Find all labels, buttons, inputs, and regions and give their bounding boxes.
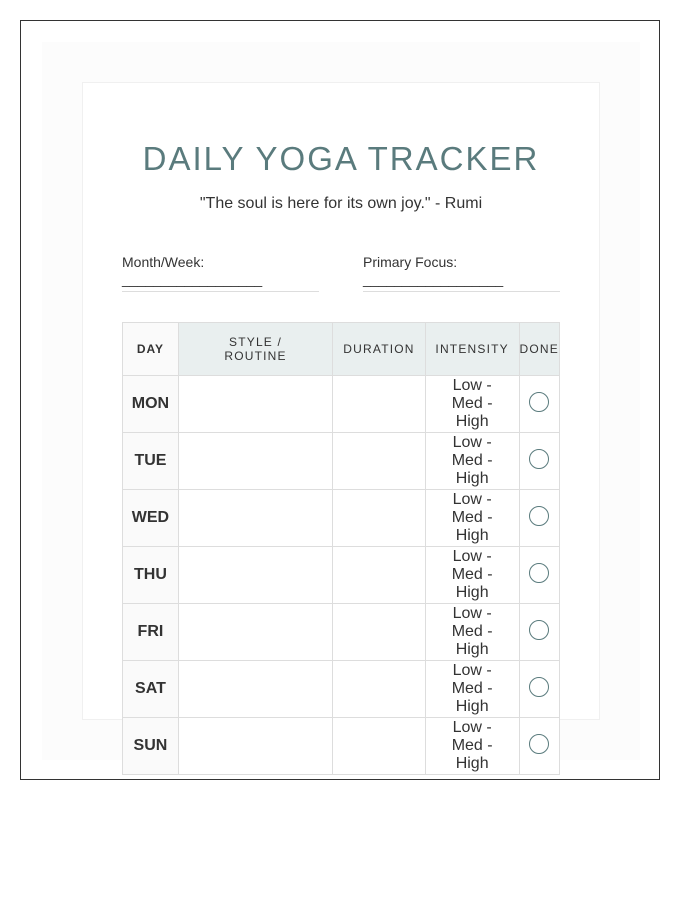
day-cell: TUE bbox=[123, 433, 179, 490]
duration-cell[interactable] bbox=[333, 661, 426, 718]
done-cell bbox=[519, 376, 559, 433]
table-row bbox=[123, 433, 560, 490]
style-cell[interactable] bbox=[178, 433, 332, 490]
intensity-cell[interactable]: Low - Med - High bbox=[425, 547, 519, 604]
col-duration: DURATION bbox=[333, 323, 426, 376]
col-done: DONE bbox=[519, 323, 559, 376]
table-row bbox=[123, 376, 560, 433]
field-blank: __________________ bbox=[122, 271, 263, 287]
style-cell[interactable] bbox=[178, 490, 332, 547]
done-cell bbox=[519, 490, 559, 547]
done-cell bbox=[519, 661, 559, 718]
done-checkbox-icon[interactable] bbox=[529, 563, 549, 583]
primary-focus-field[interactable] bbox=[363, 254, 560, 292]
style-cell[interactable] bbox=[178, 547, 332, 604]
intensity-cell[interactable]: Low - Med - High bbox=[425, 376, 519, 433]
intensity-cell[interactable]: Low - Med - High bbox=[425, 433, 519, 490]
done-checkbox-icon[interactable] bbox=[529, 734, 549, 754]
done-cell bbox=[519, 433, 559, 490]
done-cell bbox=[519, 604, 559, 661]
table-row bbox=[123, 661, 560, 718]
field-label: Primary Focus: bbox=[363, 254, 458, 270]
duration-cell[interactable] bbox=[333, 718, 426, 775]
intensity-cell[interactable]: Low - Med - High bbox=[425, 718, 519, 775]
table-row bbox=[123, 490, 560, 547]
col-intensity: INTENSITY bbox=[425, 323, 519, 376]
intensity-cell[interactable]: Low - Med - High bbox=[425, 604, 519, 661]
duration-cell[interactable] bbox=[333, 547, 426, 604]
done-cell bbox=[519, 547, 559, 604]
table-row bbox=[123, 718, 560, 775]
done-checkbox-icon[interactable] bbox=[529, 620, 549, 640]
style-cell[interactable] bbox=[178, 661, 332, 718]
day-cell: MON bbox=[123, 376, 179, 433]
day-cell: SUN bbox=[123, 718, 179, 775]
day-cell: THU bbox=[123, 547, 179, 604]
done-checkbox-icon[interactable] bbox=[529, 449, 549, 469]
done-cell bbox=[519, 718, 559, 775]
field-blank: __________________ bbox=[363, 271, 504, 287]
duration-cell[interactable] bbox=[333, 604, 426, 661]
intensity-cell[interactable]: Low - Med - High bbox=[425, 490, 519, 547]
duration-cell[interactable] bbox=[333, 490, 426, 547]
col-day: DAY bbox=[123, 323, 179, 376]
day-cell: WED bbox=[123, 490, 179, 547]
field-label: Month/Week: bbox=[122, 254, 205, 270]
month-week-field[interactable] bbox=[122, 254, 319, 292]
day-cell: FRI bbox=[123, 604, 179, 661]
quote: "The soul is here for its own joy." - Rumi bbox=[199, 195, 483, 212]
table-row bbox=[123, 547, 560, 604]
done-checkbox-icon[interactable] bbox=[529, 506, 549, 526]
day-cell: SAT bbox=[123, 661, 179, 718]
style-cell[interactable] bbox=[178, 604, 332, 661]
done-checkbox-icon[interactable] bbox=[529, 677, 549, 697]
duration-cell[interactable] bbox=[333, 433, 426, 490]
intensity-cell[interactable]: Low - Med - High bbox=[425, 661, 519, 718]
tracker-table bbox=[122, 322, 560, 775]
style-cell[interactable] bbox=[178, 376, 332, 433]
table-row bbox=[123, 604, 560, 661]
col-style: STYLE / ROUTINE bbox=[178, 323, 332, 376]
table-header bbox=[123, 323, 560, 376]
duration-cell[interactable] bbox=[333, 376, 426, 433]
page-title: DAILY YOGA TRACKER bbox=[142, 140, 540, 177]
done-checkbox-icon[interactable] bbox=[529, 392, 549, 412]
style-cell[interactable] bbox=[178, 718, 332, 775]
